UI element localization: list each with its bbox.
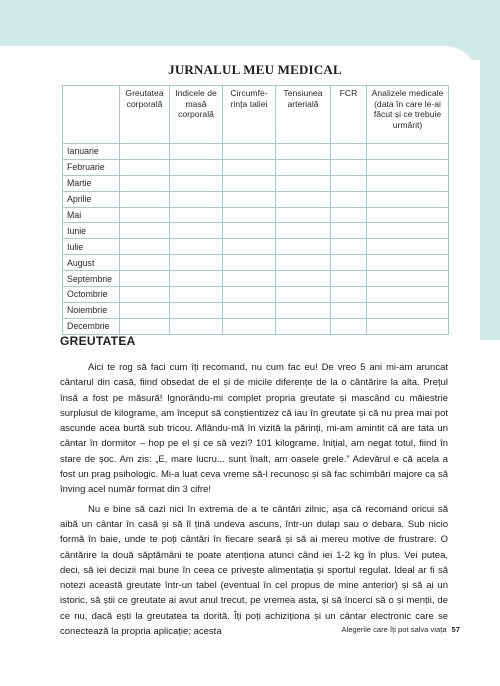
empty-cell bbox=[120, 239, 170, 255]
empty-cell bbox=[331, 318, 367, 334]
empty-cell bbox=[276, 223, 331, 239]
empty-cell bbox=[223, 159, 276, 175]
empty-cell bbox=[276, 207, 331, 223]
column-header: FCR bbox=[331, 86, 367, 144]
empty-cell bbox=[120, 318, 170, 334]
month-label: August bbox=[63, 255, 120, 271]
empty-cell bbox=[367, 255, 449, 271]
empty-cell bbox=[367, 191, 449, 207]
empty-cell bbox=[170, 287, 223, 303]
empty-cell bbox=[170, 318, 223, 334]
empty-cell bbox=[120, 191, 170, 207]
running-title: Alegerile care îți pot salva viața bbox=[341, 625, 447, 634]
empty-cell bbox=[223, 223, 276, 239]
month-label: Iulie bbox=[63, 239, 120, 255]
table-row bbox=[63, 207, 449, 223]
empty-cell bbox=[331, 302, 367, 318]
empty-cell bbox=[120, 271, 170, 287]
empty-cell bbox=[120, 159, 170, 175]
table-row bbox=[63, 175, 449, 191]
month-label: Noiembrie bbox=[63, 302, 120, 318]
side-color-band bbox=[480, 0, 500, 340]
empty-cell bbox=[276, 255, 331, 271]
empty-cell bbox=[223, 287, 276, 303]
empty-cell bbox=[367, 318, 449, 334]
empty-cell bbox=[223, 239, 276, 255]
empty-cell bbox=[367, 239, 449, 255]
journal-title: JURNALUL MEU MEDICAL bbox=[168, 62, 342, 77]
month-label: Decembrie bbox=[63, 318, 120, 334]
column-header: Greutatea corporală bbox=[120, 86, 170, 144]
month-label: Martie bbox=[63, 175, 120, 191]
column-header bbox=[63, 86, 120, 144]
empty-cell bbox=[331, 159, 367, 175]
empty-cell bbox=[331, 271, 367, 287]
empty-cell bbox=[170, 239, 223, 255]
page-number: 57 bbox=[451, 625, 460, 634]
month-label: Ianuarie bbox=[63, 144, 120, 160]
empty-cell bbox=[170, 207, 223, 223]
column-header: Circumfe-rința taliei bbox=[223, 86, 276, 144]
empty-cell bbox=[276, 159, 331, 175]
month-label: Septembrie bbox=[63, 271, 120, 287]
empty-cell bbox=[331, 191, 367, 207]
empty-cell bbox=[223, 255, 276, 271]
empty-cell bbox=[276, 318, 331, 334]
table-row bbox=[63, 239, 449, 255]
empty-cell bbox=[367, 207, 449, 223]
column-header: Tensiunea arterială bbox=[276, 86, 331, 144]
empty-cell bbox=[170, 223, 223, 239]
paragraph: Aici te rog să faci cum îți recomand, nu cum fac eu! De vreo 5 ani mi-am aruncat cântarul din casă, fiind obsedat de el și de micile diferențe de la o cântărire la alta. Prețul însă a fost pe măsură! Ignorându-mi complet propria greutate și mascând cu măiestrie surplusul de kilograme, am început să conștientizez că iau în greutate și că nu prea mai pot ascunde acea burtă sub tricou. Aflându-mă în vizită la părinți, mi-am amintit că are tata un cântar în dormitor – hop pe el și ce să vezi? 101 kilograme. Inițial, am negat totul, fiind în stare de șoc. Am zis: „E, mare lucru... sunt înalt, am oasele grele.” Adevărul e că acela a fost un prag psihologic. Mi-a luat ceva vreme să-l recunosc și să fac schimbări majore ca să înving acel număr format din 3 cifre! bbox=[60, 362, 448, 496]
empty-cell bbox=[170, 159, 223, 175]
empty-cell bbox=[120, 302, 170, 318]
empty-cell bbox=[276, 271, 331, 287]
table-row bbox=[63, 271, 449, 287]
section-heading: GREUTATEA bbox=[60, 334, 136, 348]
empty-cell bbox=[331, 239, 367, 255]
month-label: Iunie bbox=[63, 223, 120, 239]
table-header-row bbox=[63, 86, 449, 144]
table-row bbox=[63, 318, 449, 334]
table-row bbox=[63, 287, 449, 303]
empty-cell bbox=[120, 223, 170, 239]
empty-cell bbox=[367, 144, 449, 160]
table-row bbox=[63, 302, 449, 318]
empty-cell bbox=[120, 207, 170, 223]
month-label: Aprilie bbox=[63, 191, 120, 207]
month-label: Februarie bbox=[63, 159, 120, 175]
column-header: Indicele de masă corporală bbox=[170, 86, 223, 144]
empty-cell bbox=[223, 318, 276, 334]
medical-journal-table bbox=[62, 85, 449, 335]
empty-cell bbox=[331, 223, 367, 239]
page-footer bbox=[341, 625, 460, 634]
table-row bbox=[63, 223, 449, 239]
table-row bbox=[63, 191, 449, 207]
body-text bbox=[60, 360, 448, 643]
month-label: Mai bbox=[63, 207, 120, 223]
empty-cell bbox=[223, 302, 276, 318]
empty-cell bbox=[170, 175, 223, 191]
empty-cell bbox=[367, 287, 449, 303]
empty-cell bbox=[120, 255, 170, 271]
empty-cell bbox=[331, 287, 367, 303]
empty-cell bbox=[170, 271, 223, 287]
empty-cell bbox=[170, 255, 223, 271]
paragraph: Nu e bine să cazi nici în extrema de a te cântări zilnic, așa că recomand oricui să aibă un cântar în casă și să îl țină undeva ascuns, într-un dulap sau o debara. Sub nicio formă în baie, unde te poți cântări în fiecare seară și să ai mereu motive de frustrare. O cântărire la două săptămâni te poate atenționa atunci când iei 1-2 kg în plus. Vei putea, deci, să iei decizii mai bune în ceea ce privește alimentația și sportul regulat. Ideal ar fi să notezi această greutate într-un tabel (eventual în cel propus de mine anterior) și să ai un istoric, să știi ce greutate ai avut anul trecut, pe vremea asta, și să încerci să o și menții, de ce nu, dacă ești la greutatea ta dorită. Îți poți achiziționa și un cântar electronic care se conectează la propria aplicație; acesta bbox=[60, 503, 448, 638]
empty-cell bbox=[170, 191, 223, 207]
empty-cell bbox=[331, 144, 367, 160]
empty-cell bbox=[367, 175, 449, 191]
empty-cell bbox=[331, 175, 367, 191]
empty-cell bbox=[120, 175, 170, 191]
empty-cell bbox=[331, 207, 367, 223]
empty-cell bbox=[276, 239, 331, 255]
empty-cell bbox=[367, 223, 449, 239]
empty-cell bbox=[223, 271, 276, 287]
table-row bbox=[63, 159, 449, 175]
empty-cell bbox=[170, 144, 223, 160]
empty-cell bbox=[367, 302, 449, 318]
column-header: Analizele medicale (data în care le-ai făcut și ce trebuie urmărit) bbox=[367, 86, 449, 144]
empty-cell bbox=[170, 302, 223, 318]
empty-cell bbox=[331, 255, 367, 271]
empty-cell bbox=[120, 287, 170, 303]
empty-cell bbox=[223, 175, 276, 191]
empty-cell bbox=[276, 287, 331, 303]
empty-cell bbox=[367, 271, 449, 287]
empty-cell bbox=[276, 144, 331, 160]
table-row bbox=[63, 144, 449, 160]
empty-cell bbox=[276, 191, 331, 207]
empty-cell bbox=[223, 191, 276, 207]
month-label: Octombrie bbox=[63, 287, 120, 303]
empty-cell bbox=[367, 159, 449, 175]
empty-cell bbox=[276, 302, 331, 318]
empty-cell bbox=[223, 144, 276, 160]
empty-cell bbox=[276, 175, 331, 191]
empty-cell bbox=[120, 144, 170, 160]
empty-cell bbox=[223, 207, 276, 223]
table-row bbox=[63, 255, 449, 271]
